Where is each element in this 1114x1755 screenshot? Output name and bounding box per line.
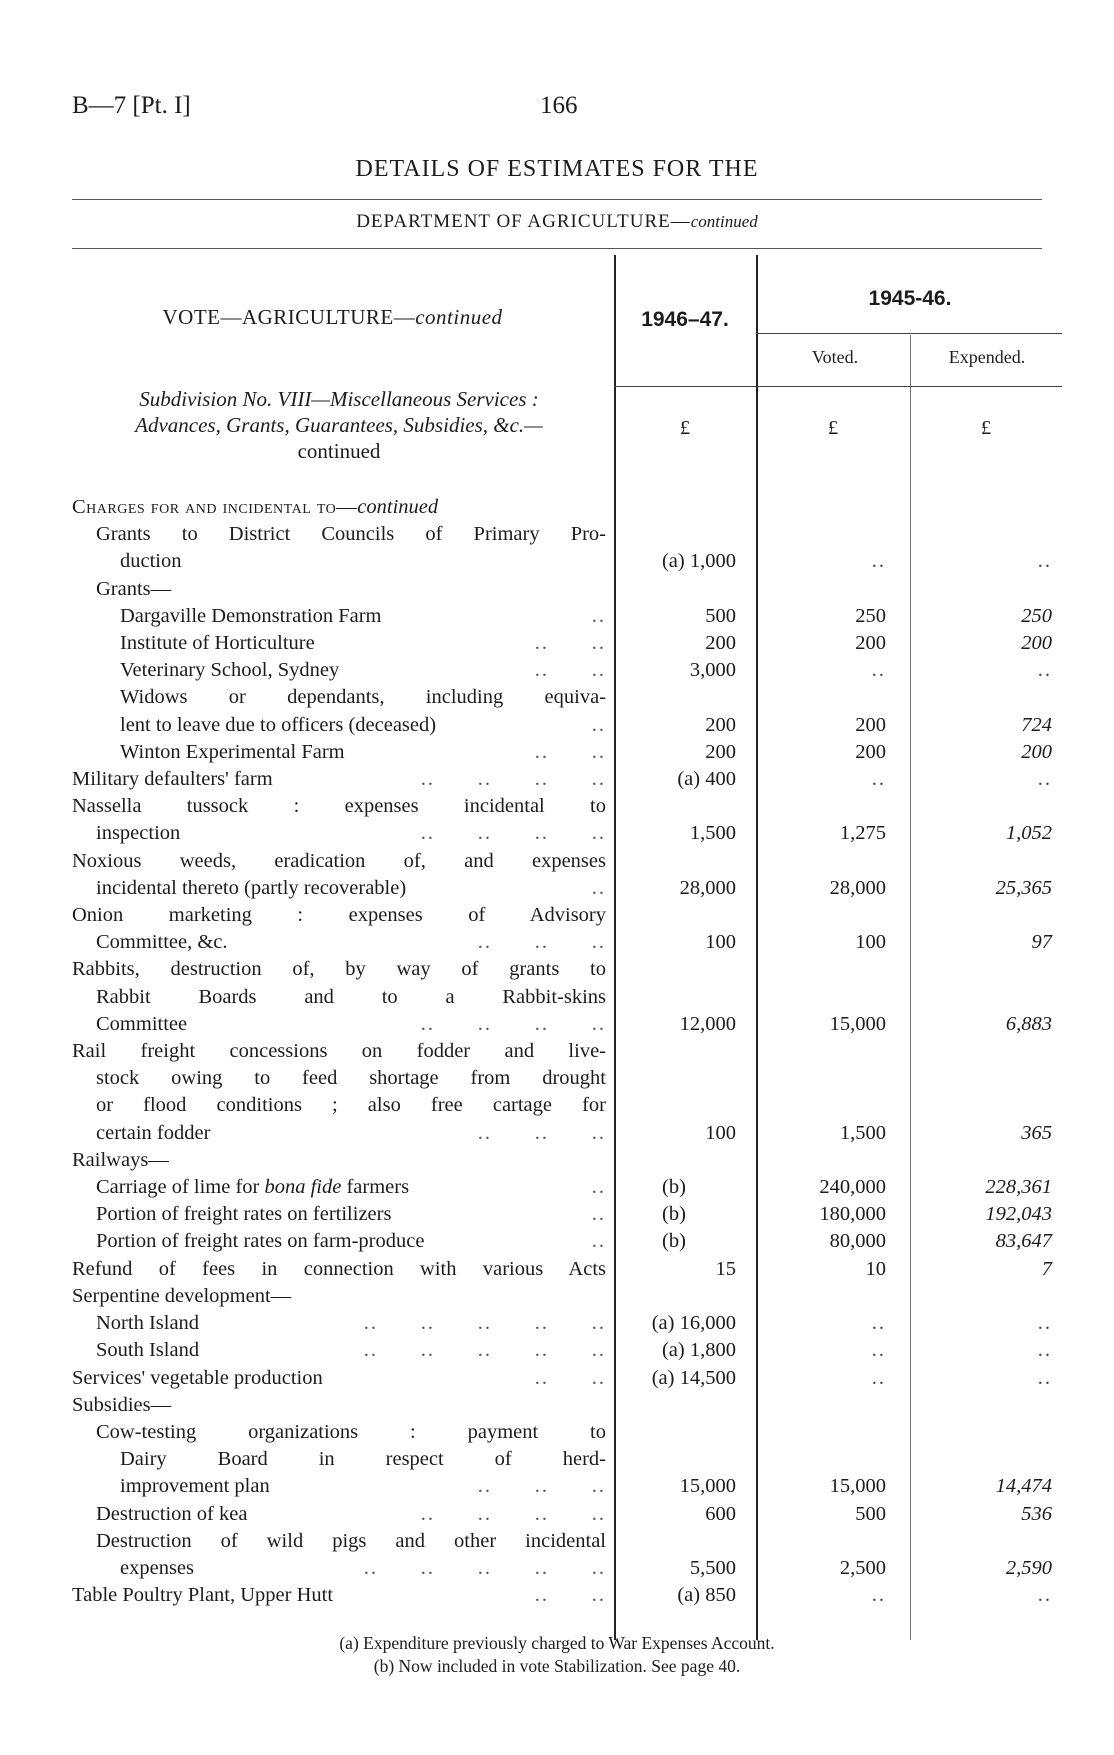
table-row: Dargaville Demonstration Farm .. 500 250 250 (120, 604, 1052, 627)
footnote-a: (a) Expenditure previously charged to War Expenses Account. (339, 1633, 775, 1653)
charges-heading: Charges for and incidental to—continued (72, 496, 439, 518)
department-heading: DEPARTMENT OF AGRICULTURE—continued (356, 211, 758, 232)
department-rule (72, 248, 1042, 249)
year-group-rule (756, 333, 1062, 334)
table-row: Winton Experimental Farm .. .. 200 200 200 (120, 740, 1052, 763)
table-row: Carriage of lime for bona fide farmers .. (b) 240,000 228,361 (96, 1176, 1052, 1199)
table-row: Rail freight concessions on fodder and live- stock owing to feed shortage from drought or flood conditions ; also free cartage for certain fodder .. .. .. 100 1,500 365 (72, 1040, 1052, 1144)
table-row: Onion marketing : expenses of Advisory Committee, &c. .. .. .. 100 100 97 (72, 904, 1052, 954)
vote-title: VOTE—AGRICULTURE—continued (162, 305, 503, 329)
footnote-b: (b) Now included in vote Stabilization. See page 40. (373, 1656, 741, 1676)
currency-expended: £ (980, 417, 992, 439)
table-row: Rabbits, destruction of, by way of grants to Rabbit Boards and to a Rabbit-skins Committee .. .. .. .. 12,000 15,000 6,883 (72, 958, 1052, 1035)
table-row: Portion of freight rates on farm-produce .. (b) 80,000 83,647 (96, 1230, 1052, 1253)
currency-1946-47: £ (679, 417, 691, 439)
column-header-expended: Expended. (948, 347, 1026, 367)
table-row: South Island .. .. .. .. .. (a) 1,800 .. .. (96, 1339, 1052, 1362)
subdivision-heading: Subdivision No. VIII—Miscellaneous Services : Advances, Grants, Guarantees, Subsidies, &c.— continued (135, 387, 543, 463)
table-row: Grants— (96, 577, 172, 600)
table-row: Subsidies— (72, 1393, 172, 1416)
page-title: DETAILS OF ESTIMATES FOR THE (355, 156, 759, 182)
table-row: Veterinary School, Sydney .. .. 3,000 .. .. (120, 659, 1052, 682)
header-bottom-rule (614, 386, 1062, 387)
table-row: Nassella tussock : expenses incidental to inspection .. .. .. .. 1,500 1,275 1,052 (72, 795, 1052, 845)
column-header-voted: Voted. (811, 347, 859, 367)
table-row: Military defaulters' farm .. .. .. .. (a) 400 .. .. (72, 768, 1052, 791)
table-row: Table Poultry Plant, Upper Hutt .. .. (a) 850 .. .. (72, 1584, 1052, 1607)
table-row: North Island .. .. .. .. .. (a) 16,000 .. .. (96, 1312, 1052, 1335)
column-header-1946-47: 1946–47. (641, 308, 729, 331)
table-row: Destruction of wild pigs and other incidental expenses .. .. .. .. .. 5,500 2,500 2,590 (96, 1529, 1052, 1579)
table-row: Institute of Horticulture .. .. 200 200 200 (120, 632, 1052, 655)
page-number: 166 (540, 92, 578, 119)
estimate-rows (0, 494, 1114, 1609)
currency-voted: £ (827, 417, 839, 439)
table-row: Serpentine development— (72, 1284, 292, 1307)
table-row: Noxious weeds, eradication of, and expenses incidental thereto (partly recoverable) .. 28,000 28,000 25,365 (72, 849, 1052, 899)
column-header-1945-46: 1945-46. (868, 287, 952, 310)
charges-heading-row (0, 494, 1114, 521)
table-row: Refund of fees in connection with various Acts 15 10 7 (72, 1257, 1052, 1280)
document-reference: B—7 [Pt. I] (72, 92, 191, 119)
table-row: Services' vegetable production .. .. (a) 14,500 .. .. (72, 1366, 1052, 1389)
table-row: Grants to District Councils of Primary Pro- duction (a) 1,000 .. .. (96, 523, 1052, 573)
table-row: Railways— (72, 1148, 169, 1171)
table-row: Portion of freight rates on fertilizers .. (b) 180,000 192,043 (96, 1203, 1052, 1226)
table-row: Cow-testing organizations : payment to Dairy Board in respect of herd- improvement plan .. .. .. 15,000 15,000 14,474 (96, 1420, 1052, 1498)
title-rule (72, 199, 1042, 200)
table-row: Destruction of kea .. .. .. .. 600 500 536 (96, 1502, 1052, 1525)
table-row: Widows or dependants, including equiva- lent to leave due to officers (deceased) .. 200 200 724 (120, 686, 1052, 736)
